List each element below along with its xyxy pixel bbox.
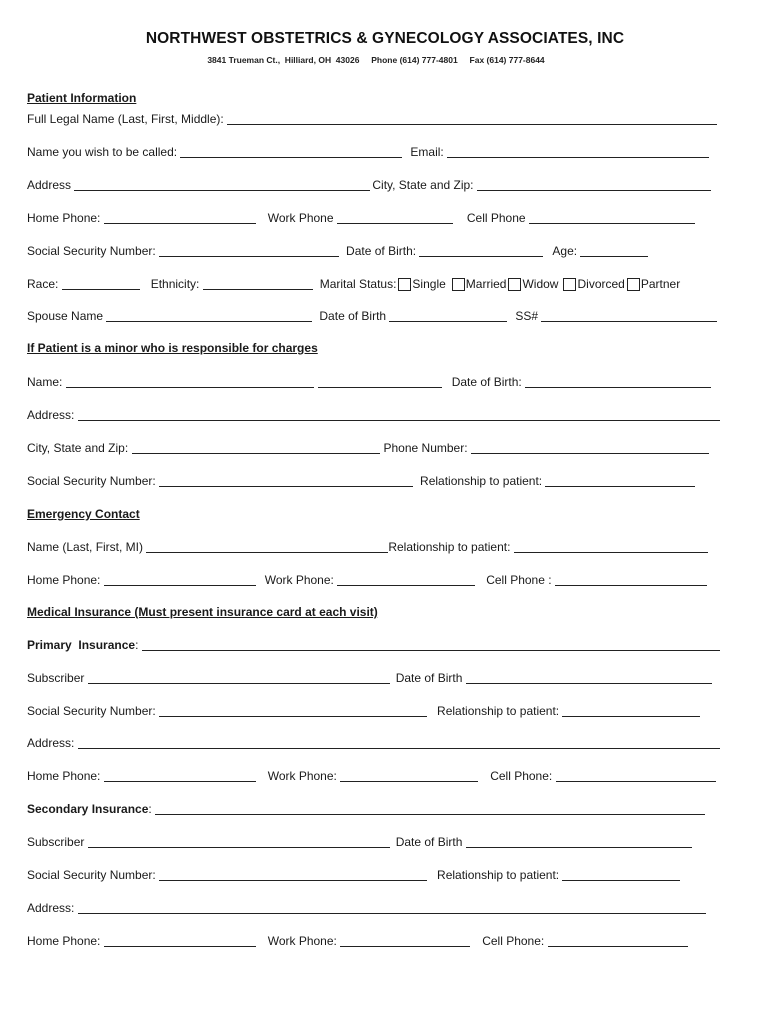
minor-relationship-label: Relationship to patient: [420, 474, 546, 488]
full-legal-name-label: Full Legal Name (Last, First, Middle): [27, 112, 228, 126]
full-legal-name-field[interactable] [227, 114, 717, 125]
secondary-work-phone-label: Work Phone: [267, 934, 341, 948]
minor-relationship-field[interactable] [545, 476, 695, 487]
marital-single-checkbox[interactable] [398, 278, 411, 291]
dob-label: Date of Birth: [346, 244, 420, 258]
row-primary-address [27, 735, 727, 751]
secondary-home-phone-field[interactable] [104, 936, 256, 947]
marital-single-label: Single [412, 277, 446, 291]
address-field[interactable] [74, 180, 370, 191]
row-race-ethnicity-marital [27, 276, 727, 292]
primary-relationship-label: Relationship to patient: [437, 704, 563, 718]
cell-phone-label: Cell Phone [466, 211, 529, 225]
practice-name: NORTHWEST OBSTETRICS & GYNECOLOGY ASSOCIATES, INC [145, 30, 625, 47]
spouse-dob-field[interactable] [389, 311, 507, 322]
primary-ssn-field[interactable] [159, 706, 427, 717]
emergency-relationship-label: Relationship to patient: [388, 540, 514, 554]
secondary-subscriber-label: Subscriber [27, 835, 88, 849]
secondary-relationship-field[interactable] [562, 870, 680, 881]
marital-married-label: Married [465, 277, 507, 291]
primary-home-phone-label: Home Phone: [27, 769, 104, 783]
primary-dob-label: Date of Birth [395, 671, 466, 685]
primary-insurance-colon: : [135, 638, 142, 652]
secondary-cell-phone-field[interactable] [548, 936, 688, 947]
emergency-home-phone-label: Home Phone: [27, 573, 104, 587]
minor-heading: If Patient is a minor who is responsible for charges [27, 341, 318, 355]
marital-widow-checkbox[interactable] [508, 278, 521, 291]
row-secondary-insurance [27, 801, 727, 817]
row-secondary-subscriber [27, 834, 727, 850]
row-secondary-phones [27, 933, 727, 949]
minor-name-second-field[interactable] [318, 377, 442, 388]
spouse-name-label: Spouse Name [27, 309, 107, 323]
secondary-insurance-label: Secondary Insurance [27, 802, 149, 816]
race-label: Race: [27, 277, 62, 291]
preferred-name-field[interactable] [180, 147, 402, 158]
primary-work-phone-label: Work Phone: [267, 769, 341, 783]
minor-address-field[interactable] [78, 410, 720, 421]
emergency-work-phone-field[interactable] [337, 575, 475, 586]
row-emergency-phones [27, 572, 727, 588]
email-label: Email: [410, 145, 448, 159]
primary-address-field[interactable] [78, 738, 720, 749]
row-ssn-dob-age [27, 243, 727, 259]
spouse-ssn-field[interactable] [541, 311, 717, 322]
secondary-insurance-field[interactable] [155, 804, 705, 815]
row-address [27, 177, 727, 193]
row-spouse [27, 308, 727, 324]
primary-insurance-field[interactable] [142, 640, 720, 651]
ssn-field[interactable] [159, 246, 339, 257]
dob-field[interactable] [419, 246, 543, 257]
minor-name-label: Name: [27, 375, 66, 389]
work-phone-label: Work Phone [267, 211, 337, 225]
home-phone-field[interactable] [104, 213, 256, 224]
secondary-dob-field[interactable] [466, 837, 692, 848]
row-primary-subscriber [27, 670, 727, 686]
row-primary-phones [27, 768, 727, 784]
emergency-name-label: Name (Last, First, MI) [27, 540, 147, 554]
spouse-dob-label: Date of Birth [319, 309, 390, 323]
secondary-ssn-label: Social Security Number: [27, 868, 160, 882]
minor-dob-label: Date of Birth: [451, 375, 526, 389]
marital-partner-label: Partner [640, 277, 681, 291]
emergency-relationship-field[interactable] [514, 542, 708, 553]
cell-phone-field[interactable] [529, 213, 695, 224]
patient-information-heading: Patient Information [27, 91, 137, 105]
emergency-name-field[interactable] [146, 542, 388, 553]
primary-work-phone-field[interactable] [340, 771, 478, 782]
work-phone-field[interactable] [337, 213, 453, 224]
minor-address-label: Address: [27, 408, 78, 422]
row-minor-address [27, 407, 727, 423]
secondary-work-phone-field[interactable] [340, 936, 470, 947]
minor-city-state-zip-field[interactable] [132, 443, 380, 454]
minor-ssn-field[interactable] [159, 476, 413, 487]
primary-cell-phone-field[interactable] [556, 771, 716, 782]
minor-ssn-label: Social Security Number: [27, 474, 160, 488]
secondary-insurance-colon: : [148, 802, 156, 816]
row-preferred-name [27, 144, 727, 160]
row-primary-ssn [27, 703, 727, 719]
primary-subscriber-field[interactable] [88, 673, 390, 684]
row-primary-insurance [27, 637, 727, 653]
primary-subscriber-label: Subscriber [27, 671, 88, 685]
row-secondary-ssn [27, 867, 727, 883]
ethnicity-field[interactable] [203, 279, 313, 290]
secondary-cell-phone-label: Cell Phone: [482, 934, 548, 948]
minor-dob-field[interactable] [525, 377, 711, 388]
marital-married-checkbox[interactable] [452, 278, 465, 291]
marital-divorced-checkbox[interactable] [563, 278, 576, 291]
practice-contact-line: 3841 Trueman Ct., Hilliard, OH 43026 Phone (614) 777-4801 Fax (614) 777-8644 [207, 55, 545, 65]
row-minor-ssn-relationship [27, 473, 727, 489]
ethnicity-label: Ethnicity: [150, 277, 203, 291]
marital-partner-checkbox[interactable] [627, 278, 640, 291]
primary-cell-phone-label: Cell Phone: [490, 769, 556, 783]
primary-ssn-label: Social Security Number: [27, 704, 160, 718]
age-field[interactable] [580, 246, 648, 257]
secondary-ssn-field[interactable] [159, 870, 427, 881]
row-full-legal-name [27, 111, 727, 127]
secondary-dob-label: Date of Birth [395, 835, 466, 849]
emergency-contact-heading: Emergency Contact [27, 507, 140, 521]
emergency-cell-phone-label: Cell Phone : [486, 573, 555, 587]
row-phones [27, 210, 727, 226]
emergency-cell-phone-field[interactable] [555, 575, 707, 586]
primary-dob-field[interactable] [466, 673, 712, 684]
primary-address-label: Address: [27, 736, 78, 750]
minor-name-first-field[interactable] [66, 377, 314, 388]
secondary-address-field[interactable] [78, 903, 706, 914]
city-state-zip-field[interactable] [477, 180, 711, 191]
primary-relationship-field[interactable] [562, 706, 700, 717]
primary-home-phone-field[interactable] [104, 771, 256, 782]
row-minor-name [27, 374, 727, 390]
row-minor-city-phone [27, 440, 727, 456]
spouse-name-field[interactable] [106, 311, 312, 322]
minor-phone-label: Phone Number: [383, 441, 471, 455]
city-state-zip-label: City, State and Zip: [372, 178, 477, 192]
race-field[interactable] [62, 279, 140, 290]
preferred-name-label: Name you wish to be called: [27, 145, 181, 159]
secondary-subscriber-field[interactable] [88, 837, 390, 848]
marital-status-label: Marital Status: [319, 277, 397, 291]
primary-insurance-label: Primary Insurance [27, 638, 136, 652]
secondary-home-phone-label: Home Phone: [27, 934, 104, 948]
home-phone-label: Home Phone: [27, 211, 104, 225]
spouse-ssn-label: SS# [515, 309, 542, 323]
secondary-relationship-label: Relationship to patient: [437, 868, 563, 882]
marital-divorced-label: Divorced [577, 277, 625, 291]
marital-widow-label: Widow [522, 277, 559, 291]
email-field[interactable] [447, 147, 709, 158]
minor-phone-field[interactable] [471, 443, 709, 454]
row-secondary-address [27, 900, 727, 916]
minor-city-state-zip-label: City, State and Zip: [27, 441, 132, 455]
insurance-heading: Medical Insurance (Must present insurance card at each visit) [27, 605, 378, 619]
age-label: Age: [552, 244, 581, 258]
secondary-address-label: Address: [27, 901, 78, 915]
emergency-home-phone-field[interactable] [104, 575, 256, 586]
row-emergency-name [27, 539, 727, 555]
ssn-label: Social Security Number: [27, 244, 160, 258]
address-label: Address [27, 178, 75, 192]
emergency-work-phone-label: Work Phone: [264, 573, 338, 587]
